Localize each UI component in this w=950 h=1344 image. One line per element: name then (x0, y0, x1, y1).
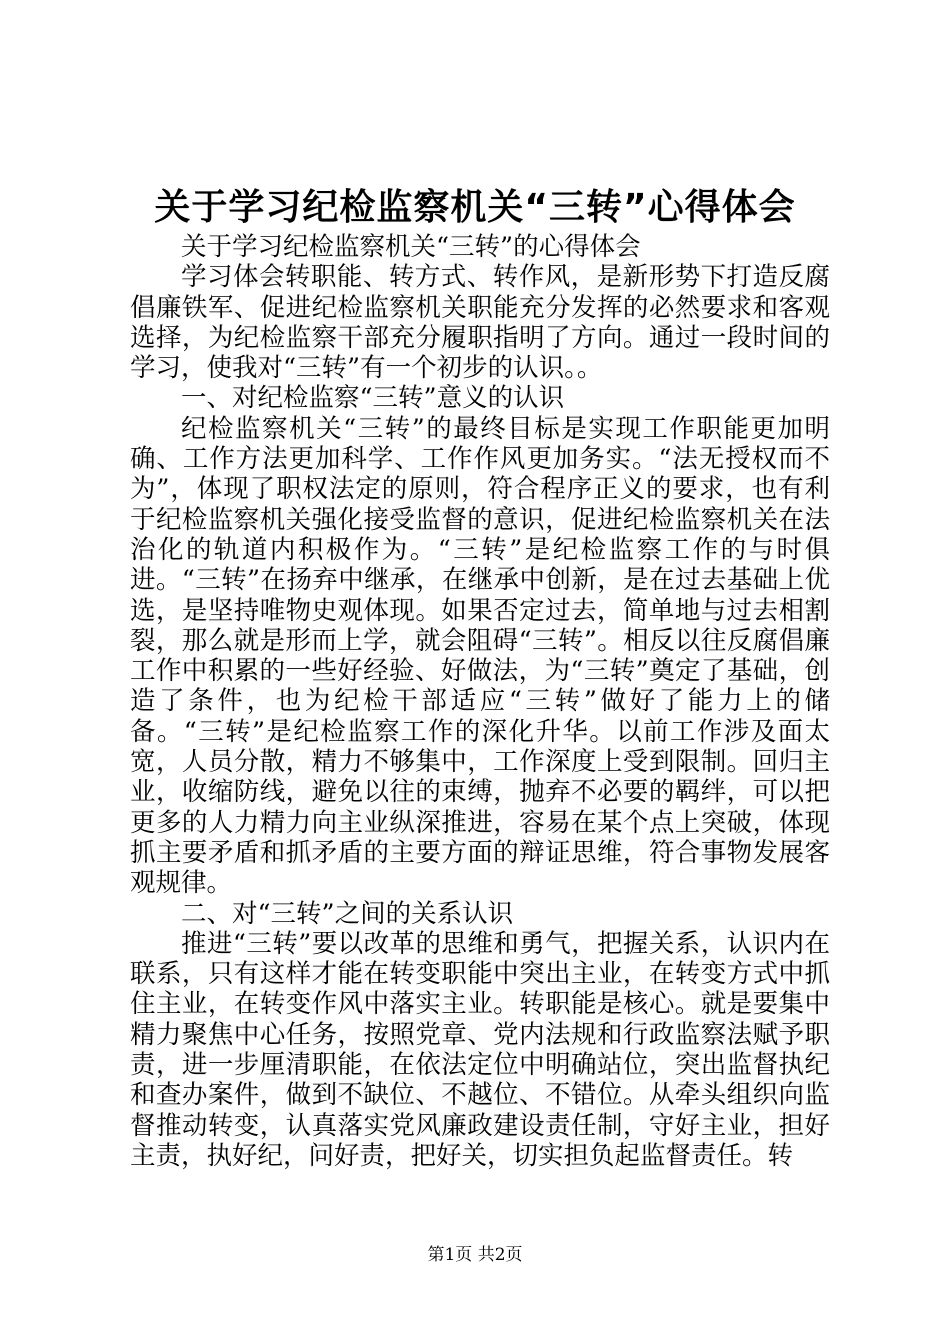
subtitle-paragraph: 关于学习纪检监察机关“三转”的心得体会 (181, 232, 641, 262)
document-title: 关于学习纪检监察机关“三转”心得体会 (154, 187, 796, 228)
intro-paragraph: 学习体会转职能、转方式、转作风，是新形势下打造反腐倡廉铁军、促进纪检监察机关职能充分发挥的必然要求和客观选择，为纪检监察干部充分履职指明了方向。通过一段时间的学习，使我对“三转”有一个初步的认识。。 (130, 262, 830, 384)
section-2-paragraph: 推进“三转”要以改革的思维和勇气，把握关系，认识内在联系，只有这样才能在转变职能中突出主业，在转变方式中抓住主业，在转变作风中落实主业。转职能是核心。就是要集中精力聚焦中心任务，按照党章、党内法规和行政监察法赋予职责，进一步厘清职能，在依法定位中明确站位，突出监督执纪和查办案件，做到不缺位、不越位、不错位。从牵头组织向监督推动转变，认真落实党风廉政建设责任制，守好主业，担好主责，执好纪，问好责，把好关，切实担负起监督责任。转 (130, 928, 830, 1171)
section-1-paragraph: 纪检监察机关“三转”的最终目标是实现工作职能更加明确、工作方法更加科学、工作作风更加务实。“法无授权而不为”，体现了职权法定的原则，符合程序正义的要求，也有利于纪检监察机关强化接受监督的意识，促进纪检监察机关在法治化的轨道内积极作为。“三转”是纪检监察工作的与时俱进。“三转”在扬弃中继承，在继承中创新，是在过去基础上优选，是坚持唯物史观体现。如果否定过去，简单地与过去相割裂，那么就是形而上学，就会阻碍“三转”。相反以往反腐倡廉工作中积累的一些好经验、好做法，为“三转”奠定了基础，创造了条件，也为纪检干部适应“三转”做好了能力上的储备。“三转”是纪检监察工作的深化升华。以前工作涉及面太宽，人员分散，精力不够集中，工作深度上受到限制。回归主业，收缩防线，避免以往的束缚，抛弃不必要的羁绊，可以把更多的人力精力向主业纵深推进，容易在某个点上突破，体现抓主要矛盾和抓矛盾的主要方面的辩证思维，符合事物发展客观规律。 (130, 413, 830, 899)
section-heading-2: 二、对“三转”之间的关系认识 (181, 898, 514, 929)
section-heading-1: 一、对纪检监察“三转”意义的认识 (181, 383, 565, 414)
page-footer: 第1页 共2页 (427, 1245, 523, 1265)
document-body (130, 232, 830, 1171)
